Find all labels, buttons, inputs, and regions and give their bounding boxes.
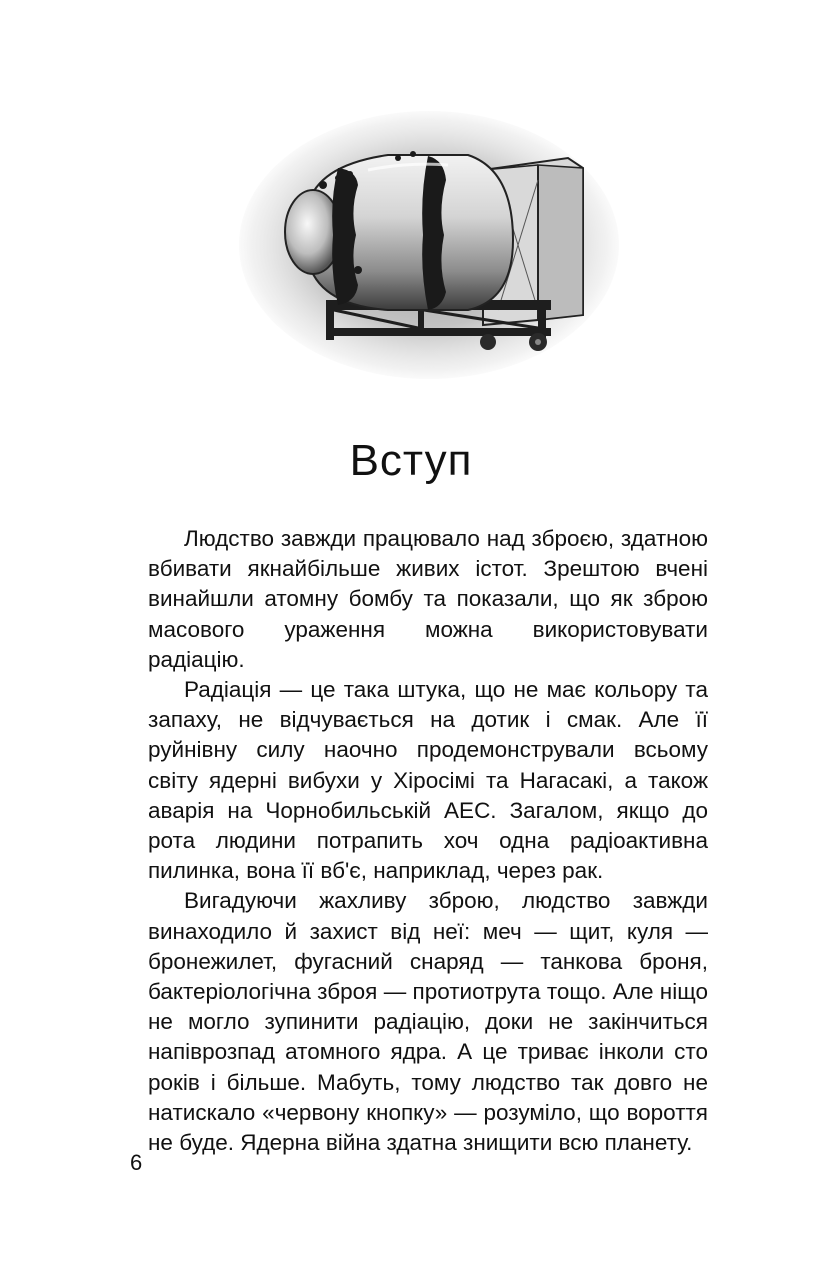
paragraph-2: Радіація — це така штука, що не має кольору та запаху, не відчувається на дотик і смак. Але її руйнівну силу наочно продемонстрували всьому світу ядерні вибухи у Хіросімі та Нагасакі, а також аварія на Чорнобильській АЕС. Загалом, якщо до рота людини потрапить хоч одна радіоактивна пилинка, вона її вб'є, наприклад, через рак. bbox=[148, 677, 708, 884]
paragraph-3: Вигадуючи жахливу зброю, людство завжди винаходило й захист від неї: меч — щит, куля — бронежилет, фугасний снаряд — танкова броня, бактеріологічна зброя — протиотрута тощо. Але ніщо не могло зупинити радіацію, доки не закінчиться напіврозпад атомного ядра. А це триває інколи сто років і більше. Мабуть, тому людство так довго не натискало «червону кнопку» — розуміло, що вороття не буде. Ядерна війна здатна знищити всю планету. bbox=[148, 888, 708, 1156]
paragraph-1: Людство завжди працювало над зброєю, здатною вбивати якнайбільше живих істот. Зрештою вчені винайшли атомну бомбу та показали, що як зброю масового ураження можна використовувати радіацію. bbox=[148, 526, 708, 672]
atomic-bomb-illustration bbox=[238, 110, 620, 380]
page-number: 6 bbox=[130, 1150, 143, 1175]
chapter-body bbox=[148, 524, 708, 1158]
atomic-bomb-icon bbox=[238, 110, 620, 380]
chapter-title: Вступ bbox=[349, 436, 473, 485]
